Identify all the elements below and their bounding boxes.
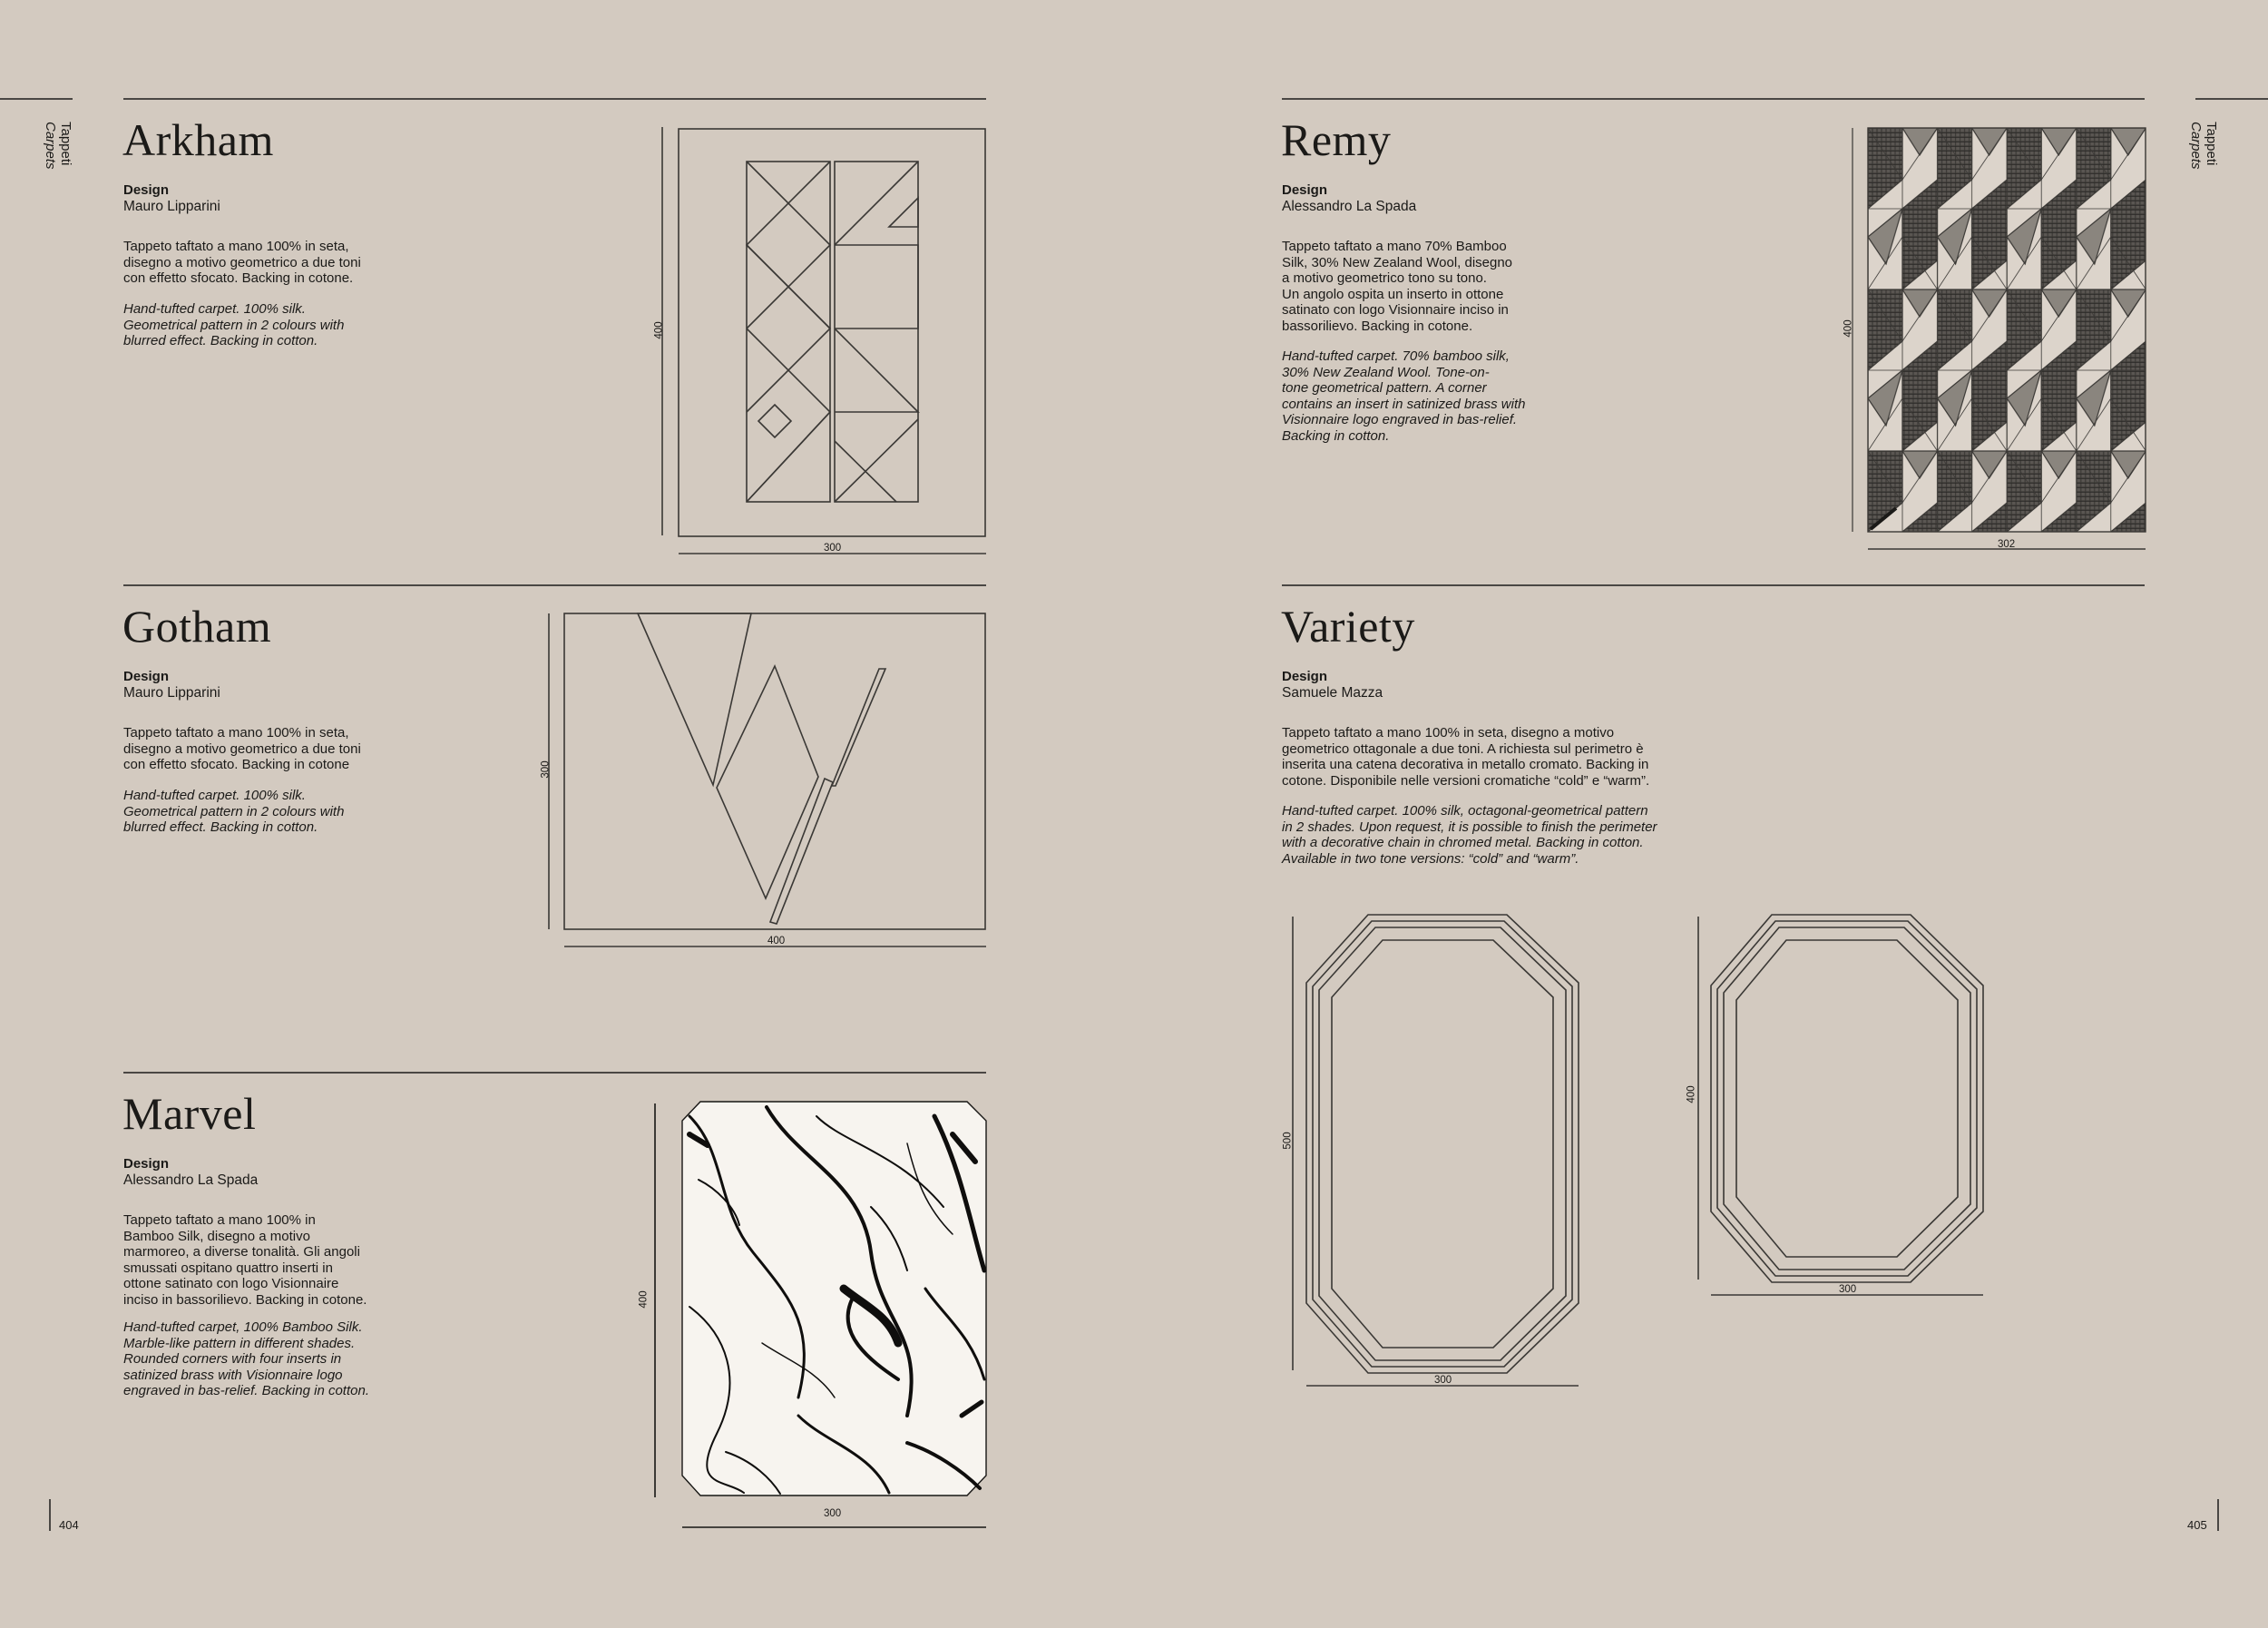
description-en: Hand-tufted carpet. 100% silk. Geometrical pattern in 2 colours with blurred effect. Backing in cotton. <box>123 301 345 348</box>
dimension-width: 302 <box>1998 539 2016 550</box>
dimension-width: 300 <box>1434 1375 1452 1386</box>
right-side-tab-rule <box>2195 98 2268 100</box>
arkham-top-rule <box>123 98 986 100</box>
right-page-number-rule <box>2217 1499 2219 1531</box>
remy-carpet-drawing <box>1842 123 2150 559</box>
description-en: Hand-tufted carpet. 70% bamboo silk, 30% New Zealand Wool. Tone-on- tone geometrical pattern. A corner contains an insert in satinized brass with Visionnaire logo engraved in bas-relief. Backing in cotton. <box>1282 348 1526 444</box>
left-side-tab-rule <box>0 98 73 100</box>
gotham-carpet-drawing <box>544 608 989 953</box>
variety-small-drawing <box>1687 907 1987 1307</box>
dimension-width: 300 <box>824 1508 842 1519</box>
page-number-right: 405 <box>2187 1518 2207 1532</box>
side-label-en: Carpets <box>43 122 58 170</box>
arkham-carpet-drawing <box>653 125 989 561</box>
description-it: Tappeto taftato a mano 100% in seta, disegno a motivo geometrico ottagonale a due toni. A richiesta sul perimetro è inserita una catena decorativa in metallo cromato. Backing in cotone. Disponibile nelle versioni cromatiche “cold” e “warm”. <box>1282 725 1650 789</box>
side-label-it: Tappeti <box>58 122 73 166</box>
product-title-remy: Remy <box>1281 114 1392 165</box>
dimension-height: 400 <box>1843 319 1854 338</box>
description-it: Tappeto taftato a mano 70% Bamboo Silk, 30% New Zealand Wool, disegno a motivo geometrico tono su tono. Un angolo ospita un inserto in ottone satinato con logo Visionnaire inciso in bassorilievo. Backing in cotone. <box>1282 239 1513 334</box>
product-title-gotham: Gotham <box>122 601 272 652</box>
variety-top-rule <box>1282 584 2145 586</box>
product-title-marvel: Marvel <box>122 1088 257 1139</box>
dimension-height: 400 <box>1686 1085 1697 1103</box>
designer-name: Mauro Lipparini <box>123 199 220 214</box>
left-side-label <box>43 122 73 170</box>
description-it: Tappeto taftato a mano 100% in seta, disegno a motivo geometrico a due toni con effetto sfocato. Backing in cotone <box>123 725 361 772</box>
page-number-left: 404 <box>59 1518 79 1532</box>
designer-name: Mauro Lipparini <box>123 685 220 701</box>
description-it: Tappeto taftato a mano 100% in Bamboo Silk, disegno a motivo marmoreo, a diverse tonalità. Gli angoli smussati ospitano quattro inserti in ottone satinato con logo Visionnaire inciso in bassorilievo. Backing in cotone. <box>123 1212 367 1308</box>
design-label: Design <box>1282 669 1328 684</box>
designer-name: Samuele Mazza <box>1282 685 1383 701</box>
side-label-en: Carpets <box>2188 122 2204 170</box>
design-label: Design <box>123 182 170 198</box>
marvel-top-rule <box>123 1072 986 1074</box>
description-it: Tappeto taftato a mano 100% in seta, disegno a motivo geometrico a due toni con effetto sfocato. Backing in cotone. <box>123 239 361 286</box>
product-title-arkham: Arkham <box>122 114 274 165</box>
dimension-height: 500 <box>1282 1132 1294 1150</box>
designer-name: Alessandro La Spada <box>1282 199 1417 214</box>
description-en: Hand-tufted carpet. 100% silk. Geometrical pattern in 2 colours with blurred effect. Backing in cotton. <box>123 788 345 835</box>
dimension-width: 300 <box>1839 1284 1857 1295</box>
design-label: Design <box>123 1156 170 1172</box>
side-label-it: Tappeti <box>2204 122 2219 166</box>
left-page-number-rule <box>49 1499 51 1531</box>
right-side-label <box>2188 122 2219 170</box>
marvel-carpet-drawing <box>649 1098 993 1534</box>
dimension-height: 300 <box>540 760 552 779</box>
remy-top-rule <box>1282 98 2145 100</box>
gotham-top-rule <box>123 584 986 586</box>
description-en: Hand-tufted carpet. 100% silk, octagonal-geometrical pattern in 2 shades. Upon request, it is possible to finish the perimeter with a decorative chain in chromed metal. Backing in cotton. Available in two tone versions: “cold” and “warm”. <box>1282 803 1657 867</box>
dimension-height: 400 <box>653 321 665 339</box>
design-label: Design <box>1282 182 1328 198</box>
dimension-width: 300 <box>824 543 842 554</box>
product-title-variety: Variety <box>1281 601 1415 652</box>
design-label: Design <box>123 669 170 684</box>
designer-name: Alessandro La Spada <box>123 1172 259 1188</box>
dimension-width: 400 <box>767 936 786 946</box>
dimension-height: 400 <box>638 1290 650 1309</box>
description-en: Hand-tufted carpet, 100% Bamboo Silk. Marble-like pattern in different shades. Rounded corners with four inserts in satinized brass with Visionnaire logo engraved in bas-relief. Backing in cotton. <box>123 1319 369 1398</box>
variety-large-drawing <box>1284 907 1583 1398</box>
